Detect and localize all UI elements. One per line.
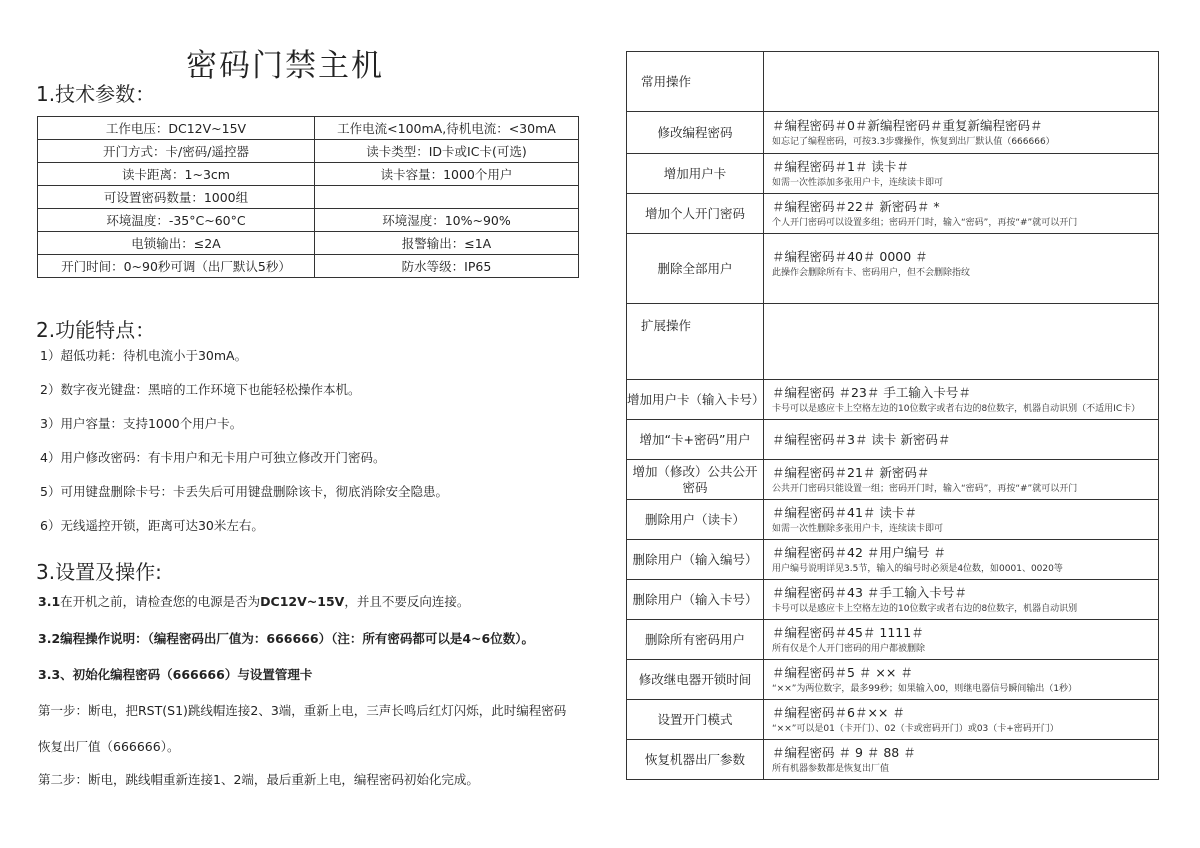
paragraph-3-1	[38, 592, 469, 610]
spec-table	[37, 116, 579, 278]
table-row	[627, 620, 1159, 660]
table-row	[627, 304, 1159, 380]
op-name: 增加用户卡（输入卡号）	[627, 380, 764, 420]
spec-cell: 读卡容量：1000个用户	[314, 163, 578, 186]
op-cmd-cell	[764, 154, 1159, 194]
table-row	[38, 140, 579, 163]
op-note: 卡号可以是感应卡上空格左边的10位数字或者右边的8位数字，机器自动识别	[772, 603, 1078, 614]
op-name: 设置开门模式	[627, 700, 764, 740]
op-cmd: ＃编程密码＃5 ＃ ×× ＃	[772, 664, 913, 680]
empty-cell	[764, 52, 1159, 112]
section3-heading: 3.设置及操作:	[36, 560, 162, 584]
spec-cell: 报警输出：≤1A	[314, 232, 578, 255]
list-item: 4）用户修改密码：有卡用户和无卡用户可独立修改开门密码。	[40, 450, 386, 465]
op-name: 删除用户（输入编号）	[627, 540, 764, 580]
spec-cell: 可设置密码数量：1000组	[38, 186, 315, 209]
op-note: “××”为两位数字，最多99秒；如果输入00，则继电器信号瞬间输出（1秒）	[772, 683, 1078, 694]
table-row	[627, 500, 1159, 540]
spec-cell: 开门时间：0~90秒可调（出厂默认5秒）	[38, 255, 315, 278]
table-row	[627, 234, 1159, 304]
list-item: 5）可用键盘删除卡号：卡丢失后可用键盘删除该卡，彻底消除安全隐患。	[40, 484, 448, 499]
paragraph-step2: 第二步：断电，跳线帽重新连接1、2端，最后重新上电，编程密码初始化完成。	[38, 772, 479, 787]
table-row	[627, 112, 1159, 154]
op-cmd-cell	[764, 700, 1159, 740]
spec-cell: 电锁输出：≤2A	[38, 232, 315, 255]
spec-cell: 工作电压：DC12V~15V	[38, 117, 315, 140]
spec-cell: 读卡距离：1~3cm	[38, 163, 315, 186]
table-row	[627, 380, 1159, 420]
paragraph-3-3: 3.3、初始化编程密码（666666）与设置管理卡	[38, 667, 313, 682]
op-cmd: ＃编程密码＃42 ＃用户编号 ＃	[772, 544, 946, 560]
table-row	[38, 232, 579, 255]
op-name: 删除用户（输入卡号）	[627, 580, 764, 620]
op-name: 增加（修改）公共公开密码	[627, 460, 764, 500]
bold-text: 3.1	[38, 594, 61, 609]
op-name: 增加用户卡	[627, 154, 764, 194]
operations-table	[626, 51, 1159, 780]
op-cmd-cell	[764, 540, 1159, 580]
spec-cell: 开门方式：卡/密码/遥控器	[38, 140, 315, 163]
op-cmd: ＃编程密码＃6＃×× ＃	[772, 704, 905, 720]
table-row	[627, 540, 1159, 580]
op-cmd-cell	[764, 194, 1159, 234]
op-name: 恢复机器出厂参数	[627, 740, 764, 780]
table-row	[38, 186, 579, 209]
op-cmd-cell	[764, 500, 1159, 540]
empty-cell	[764, 304, 1159, 380]
list-item: 3）用户容量：支持1000个用户卡。	[40, 416, 243, 431]
section-heading: 常用操作	[627, 52, 764, 112]
op-cmd: ＃编程密码＃0＃新编程密码＃重复新编程密码＃	[772, 117, 1043, 133]
op-note: 如需一次性添加多张用户卡，连续读卡即可	[772, 177, 944, 188]
section2-heading: 2.功能特点：	[36, 318, 156, 342]
op-note: 用户编号说明详见3.5节，输入的编号时必须是4位数，如0001、0020等	[772, 563, 1063, 574]
op-cmd-cell	[764, 112, 1159, 154]
op-note: 公共开门密码只能设置一组；密码开门时，输入“密码”，再按“#”就可以开门	[772, 483, 1078, 494]
spec-cell	[314, 186, 578, 209]
op-note: 如需一次性删除多张用户卡，连续读卡即可	[772, 523, 944, 534]
op-cmd: ＃编程密码＃21＃ 新密码＃	[772, 464, 930, 480]
table-row	[38, 209, 579, 232]
list-item: 2）数字夜光键盘：黑暗的工作环境下也能轻松操作本机。	[40, 382, 361, 397]
op-name: 修改继电器开锁时间	[627, 660, 764, 700]
table-row	[627, 700, 1159, 740]
op-cmd: ＃编程密码＃41＃ 读卡＃	[772, 504, 917, 520]
op-cmd: ＃编程密码 ＃23＃ 手工输入卡号＃	[772, 384, 971, 400]
table-row	[38, 163, 579, 186]
table-row	[627, 740, 1159, 780]
op-note: “××”可以是01（卡开门）、02（卡或密码开门）或03（卡+密码开门）	[772, 723, 1059, 734]
op-name: 修改编程密码	[627, 112, 764, 154]
paragraph-text: 在开机之前，请检查您的电源是否为	[60, 594, 261, 609]
table-row	[627, 420, 1159, 460]
paragraph-step1-cont: 恢复出厂值（666666）。	[38, 739, 180, 754]
op-cmd: ＃编程密码＃43 ＃手工输入卡号＃	[772, 584, 967, 600]
op-cmd: ＃编程密码＃45＃ 1111＃	[772, 624, 924, 640]
spec-cell: 环境湿度：10%~90%	[314, 209, 578, 232]
paragraph-step1: 第一步：断电，把RST(S1)跳线帽连接2、3端，重新上电，三声长鸣后红灯闪烁，此时编程密码	[38, 703, 567, 718]
op-cmd-cell	[764, 380, 1159, 420]
op-name: 删除全部用户	[627, 234, 764, 304]
spec-cell: 防水等级：IP65	[314, 255, 578, 278]
bold-text: DC12V~15V	[260, 594, 345, 609]
op-cmd-cell	[764, 234, 1159, 304]
spec-cell: 工作电流<100mA,待机电流：<30mA	[314, 117, 578, 140]
table-row	[627, 580, 1159, 620]
op-name: 删除用户（读卡）	[627, 500, 764, 540]
op-cmd: ＃编程密码 ＃ 9 ＃ 88 ＃	[772, 744, 916, 760]
op-cmd: ＃编程密码＃3＃ 读卡 新密码＃	[772, 432, 951, 447]
table-row	[627, 154, 1159, 194]
op-note: 卡号可以是感应卡上空格左边的10位数字或者右边的8位数字，机器自动识别（不适用IC卡）	[772, 403, 1141, 414]
section-heading: 扩展操作	[627, 304, 764, 380]
table-row	[38, 255, 579, 278]
op-cmd-cell	[764, 620, 1159, 660]
table-row	[627, 194, 1159, 234]
table-row	[627, 660, 1159, 700]
spec-cell: 读卡类型：ID卡或IC卡(可选)	[314, 140, 578, 163]
op-note: 所有仅是个人开门密码的用户都被删除	[772, 643, 926, 654]
op-cmd: ＃编程密码＃22＃ 新密码＃ *	[772, 198, 940, 214]
op-cmd: ＃编程密码＃1＃ 读卡＃	[772, 158, 909, 174]
paragraph-text: ，并且不要反向连接。	[344, 594, 470, 609]
section1-heading: 1.技术参数：	[36, 82, 156, 106]
table-row	[627, 52, 1159, 112]
table-row	[627, 460, 1159, 500]
op-note: 如忘记了编程密码，可按3.3步骤操作，恢复到出厂默认值（666666）	[772, 136, 1055, 147]
op-cmd-cell	[764, 460, 1159, 500]
operations-panel	[626, 51, 1159, 780]
list-item: 6）无线遥控开锁，距离可达30米左右。	[40, 518, 264, 533]
op-note: 个人开门密码可以设置多组；密码开门时，输入“密码”，再按“#”就可以开门	[772, 217, 1078, 228]
op-name: 删除所有密码用户	[627, 620, 764, 660]
spec-cell: 环境温度：-35°C~60°C	[38, 209, 315, 232]
op-note: 此操作会删除所有卡、密码用户，但不会删除指纹	[772, 268, 971, 278]
op-name: 增加个人开门密码	[627, 194, 764, 234]
page-title: 密码门禁主机	[186, 48, 384, 84]
op-cmd-cell	[764, 660, 1159, 700]
op-cmd-cell	[764, 740, 1159, 780]
op-cmd-cell	[764, 420, 1159, 460]
op-note: 所有机器参数都是恢复出厂值	[772, 763, 890, 774]
list-item: 1）超低功耗：待机电流小于30mA。	[40, 348, 248, 363]
table-row	[38, 117, 579, 140]
paragraph-3-2: 3.2编程操作说明：（编程密码出厂值为：666666）（注：所有密码都可以是4~6位数）。	[38, 631, 534, 646]
op-name: 增加“卡+密码”用户	[627, 420, 764, 460]
op-cmd-cell	[764, 580, 1159, 620]
op-cmd: ＃编程密码＃40＃ 0000 ＃	[772, 249, 928, 264]
